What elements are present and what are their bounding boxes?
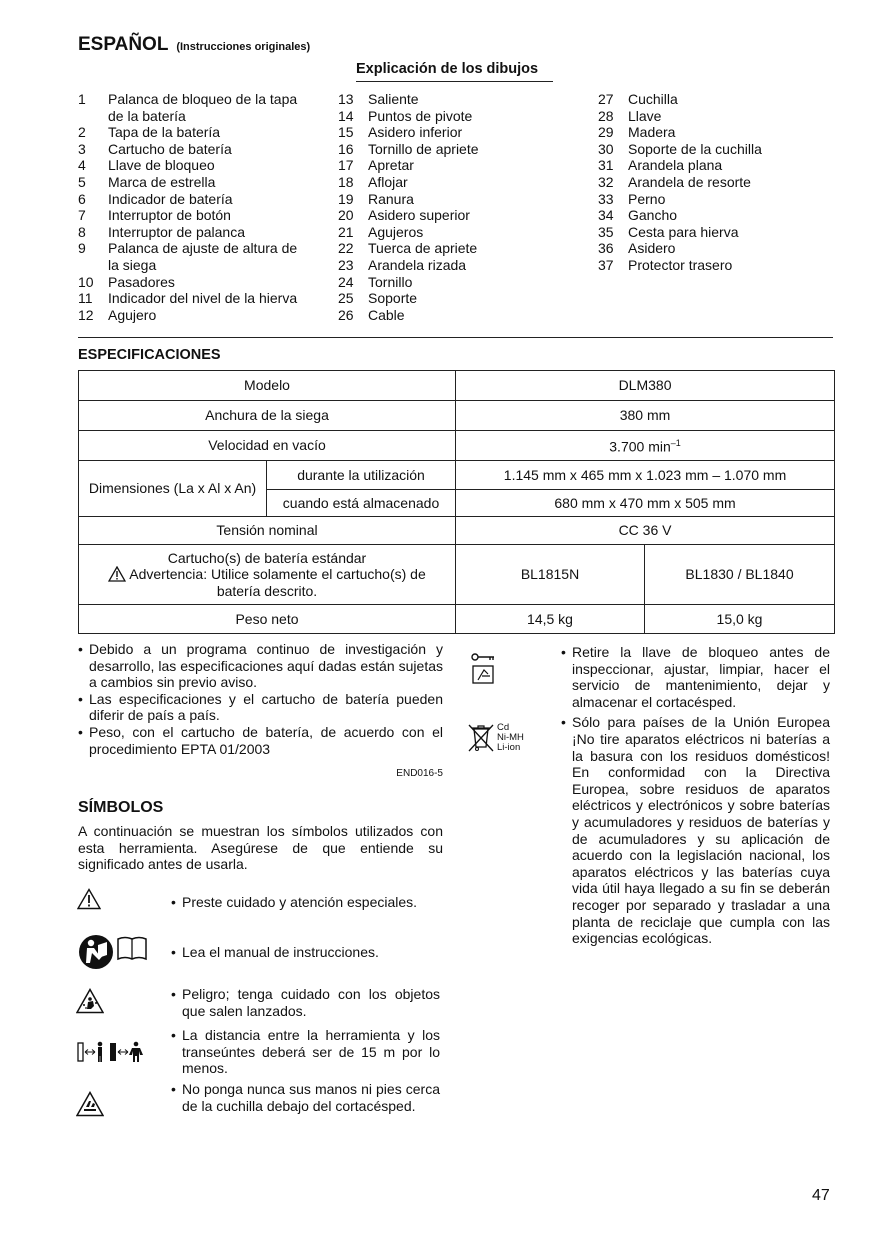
legend-item	[78, 307, 310, 324]
spec-row-battery	[79, 545, 835, 605]
spec-value: DLM380	[456, 371, 835, 401]
legend-column-1	[78, 91, 310, 323]
spec-label: Modelo	[79, 371, 456, 401]
legend-number: 13	[338, 91, 354, 107]
bin-label-nimh: Ni-MH	[497, 732, 524, 743]
spec-value: 14,5 kg	[456, 605, 645, 634]
legend-number: 18	[338, 173, 354, 190]
legend-number: 2	[78, 124, 86, 141]
legend-item	[338, 124, 578, 141]
legend-text: Indicador de batería	[108, 190, 233, 207]
legend-item	[78, 124, 310, 141]
legend-text: Cable	[368, 306, 405, 323]
symbol-item: • Sólo para países de la Unión Europea ¡No tire aparatos eléctricos ni baterías a la basura con los residuos domésticos! En conformidad con la Directiva Europea, sobre residuos de aparatos eléctricos y electrónicos y sobre baterías y acumuladores y residuos de baterías y de acumuladores y su aplicación de acuerdo con la legislación nacional, los aparatos eléctricos y las baterías cuya vida útil haya llegado a su fin se deberán recoger por separado y trasladar a una planta de reciclaje que cumpla con las exigencias ecológicas.	[561, 714, 830, 947]
legend-text: Palanca de bloqueo de la tapa de la batería	[108, 91, 298, 124]
legend-number: 6	[78, 190, 86, 207]
legend-text: Arandela de resorte	[628, 173, 751, 190]
legend-number: 3	[78, 140, 86, 157]
spec-sublabel: cuando está almacenado	[267, 490, 456, 517]
warning-icon	[108, 566, 126, 582]
legend-text: Arandela plana	[628, 157, 723, 174]
bystander-distance-icon	[77, 1040, 147, 1064]
legend-number: 37	[598, 256, 614, 273]
legend-number: 1	[78, 91, 86, 107]
spec-value: 15,0 kg	[645, 605, 835, 634]
legend-item	[598, 91, 838, 108]
legend-number: 31	[598, 157, 614, 174]
spec-label: Dimensiones (La x Al x An)	[79, 461, 267, 517]
no-load-value: 3.700 min	[609, 439, 671, 456]
legend-item	[338, 307, 578, 324]
specification-notes	[78, 641, 443, 757]
legend-text: Aflojar	[368, 173, 408, 190]
legend-item	[78, 174, 310, 191]
legend-text: Llave de bloqueo	[108, 157, 215, 174]
thrown-objects-icon	[76, 988, 104, 1014]
legend-number: 36	[598, 240, 614, 257]
legend-number: 32	[598, 173, 614, 190]
legend-text: Indicador del nivel de la hierva	[108, 290, 298, 307]
legend-text: Soporte de la cuchilla	[628, 140, 762, 157]
legend-text: Marca de estrella	[108, 173, 216, 190]
legend-number: 19	[338, 190, 354, 207]
read-manual-icon	[78, 933, 148, 971]
legend-text: Palanca de ajuste de altura de la siega	[108, 240, 298, 273]
section-divider	[78, 337, 833, 338]
note-item: • Las especificaciones y el cartucho de batería pueden diferir de país a país.	[78, 690, 443, 724]
legend-number: 30	[598, 140, 614, 157]
legend-number: 14	[338, 107, 354, 124]
spec-row-cut-width	[79, 401, 835, 431]
spec-row-model	[79, 371, 835, 401]
specifications-title: ESPECIFICACIONES	[78, 347, 221, 363]
blade-hand-foot-icon	[76, 1091, 104, 1117]
legend-text: Arandela rizada	[368, 256, 467, 273]
symbol-item: • Lea el manual de instrucciones.	[171, 944, 379, 960]
legend-text: Puntos de pivote	[368, 107, 473, 124]
symbols-title: SÍMBOLOS	[78, 799, 164, 816]
legend-item	[338, 240, 578, 257]
symbol-item: • Preste cuidado y atención especiales.	[171, 894, 418, 910]
legend-number: 7	[78, 207, 86, 224]
spec-value: 380 mm	[456, 401, 835, 431]
spec-value: 1.145 mm x 465 mm x 1.023 mm – 1.070 mm	[456, 461, 835, 490]
spec-row-weight	[79, 605, 835, 634]
legend-text: Agujeros	[368, 223, 424, 240]
legend-text: Saliente	[368, 91, 419, 107]
legend-item	[78, 224, 310, 241]
legend-item	[78, 157, 310, 174]
legend-number: 21	[338, 223, 354, 240]
legend-text: Llave	[628, 107, 662, 124]
legend-text: Pasadores	[108, 273, 175, 290]
spec-label: Velocidad en vacío	[79, 431, 456, 461]
legend-text: Agujero	[108, 306, 157, 323]
note-item: • Debido a un programa continuo de investigación y desarrollo, las especificaciones aquí dadas están sujetas a cambios sin previo aviso.	[78, 641, 443, 691]
legend-number: 24	[338, 273, 354, 290]
legend-item	[338, 224, 578, 241]
legend-item	[598, 240, 838, 257]
legend-item	[598, 224, 838, 241]
legend-item	[598, 191, 838, 208]
symbols-intro: A continuación se muestran los símbolos utilizados con esta herramienta. Asegúrese de que entiende su significado antes de usarla.	[78, 823, 443, 873]
legend-item	[78, 240, 310, 273]
legend-number: 5	[78, 173, 86, 190]
legend-text: Cesta para hierva	[628, 223, 739, 240]
legend-item	[338, 141, 578, 158]
legend-number: 10	[78, 273, 94, 290]
spec-label: Tensión nominal	[79, 517, 456, 545]
legend-number: 20	[338, 207, 354, 224]
legend-number: 9	[78, 240, 86, 257]
legend-item	[338, 207, 578, 224]
legend-text: Asidero	[628, 240, 676, 257]
symbol-item: • Peligro; tenga cuidado con los objetos que salen lanzados.	[171, 986, 440, 1019]
legend-item	[338, 257, 578, 274]
page-header	[78, 34, 311, 56]
legend-item	[78, 290, 310, 307]
spec-label: Peso neto	[79, 605, 456, 634]
symbol-item: • La distancia entre la herramienta y los transeúntes deberá ser de 15 m por lo menos.	[171, 1027, 440, 1077]
legend-item	[338, 157, 578, 174]
legend-number: 34	[598, 207, 614, 224]
legend-item	[338, 108, 578, 125]
document-code: END016-5	[396, 768, 443, 779]
no-load-exponent: –1	[670, 438, 681, 449]
spec-value: BL1815N	[456, 545, 645, 605]
note-item: • Peso, con el cartucho de batería, de acuerdo con el procedimiento EPTA 01/2003	[78, 723, 443, 757]
legend-text: Protector trasero	[628, 256, 733, 273]
legend-text: Madera	[628, 124, 676, 141]
legend-item	[78, 141, 310, 158]
legend-text: Tuerca de apriete	[368, 240, 478, 257]
page-number: 47	[812, 1187, 830, 1204]
legend-number: 35	[598, 223, 614, 240]
legend-item	[598, 124, 838, 141]
legend-number: 15	[338, 124, 354, 141]
spec-row-dim-use	[79, 461, 835, 490]
legend-number: 17	[338, 157, 354, 174]
legend-item	[338, 191, 578, 208]
remove-lock-key-icon	[470, 652, 498, 686]
legend-number: 28	[598, 107, 614, 124]
legend-text: Asidero inferior	[368, 124, 463, 141]
legend-number: 22	[338, 240, 354, 257]
legend-text: Tornillo de apriete	[368, 140, 479, 157]
legend-text: Apretar	[368, 157, 414, 174]
battery-warning	[83, 566, 451, 599]
spec-value: CC 36 V	[456, 517, 835, 545]
legend-text: Gancho	[628, 207, 678, 224]
spec-value: BL1830 / BL1840	[645, 545, 835, 605]
legend-number: 33	[598, 190, 614, 207]
legend-number: 4	[78, 157, 86, 174]
legend-text: Cartucho de batería	[108, 140, 232, 157]
spec-row-no-load-speed	[79, 431, 835, 461]
legend-text: Ranura	[368, 190, 414, 207]
symbol-item: • No ponga nunca sus manos ni pies cerca de la cuchilla debajo del cortacésped.	[171, 1081, 440, 1114]
bin-labels	[497, 723, 524, 753]
legend-number: 25	[338, 290, 354, 307]
battery-label-line-2: Advertencia: Utilice solamente el cartucho(s) de batería descrito.	[129, 566, 426, 599]
spec-label: Anchura de la siega	[79, 401, 456, 431]
bin-label-liion: Li-ion	[497, 742, 521, 753]
crossed-bin-icon	[466, 722, 496, 754]
language-title: ESPAÑOL	[78, 34, 169, 55]
legend-item	[78, 91, 310, 124]
legend-text: Cuchilla	[628, 91, 678, 107]
spec-value: 680 mm x 470 mm x 505 mm	[456, 490, 835, 517]
legend-number: 12	[78, 306, 94, 323]
symbol-item: • Retire la llave de bloqueo antes de inspeccionar, ajustar, limpiar, hacer el servicio de mantenimiento, dejar y almacenar el cortacésped.	[561, 644, 830, 710]
legend-text: Tornillo	[368, 273, 413, 290]
legend-number: 27	[598, 91, 614, 107]
legend-text: Soporte	[368, 290, 418, 307]
language-subtitle: (Instrucciones originales)	[176, 41, 311, 53]
legend-item	[78, 274, 310, 291]
legend-item	[338, 174, 578, 191]
legend-text: Interruptor de botón	[108, 207, 231, 224]
legend-item	[598, 207, 838, 224]
legend-item	[598, 174, 838, 191]
spec-label	[79, 545, 456, 605]
legend-item	[598, 157, 838, 174]
legend-item	[338, 91, 578, 108]
warning-triangle-icon	[77, 888, 101, 910]
legend-text: Perno	[628, 190, 666, 207]
legend-item	[598, 141, 838, 158]
legend-text: Interruptor de palanca	[108, 223, 245, 240]
spec-row-voltage	[79, 517, 835, 545]
legend-number: 29	[598, 124, 614, 141]
legend-title: Explicación de los dibujos	[356, 61, 553, 82]
legend-item	[338, 290, 578, 307]
bin-label-cd: Cd	[497, 722, 510, 733]
spec-sublabel: durante la utilización	[267, 461, 456, 490]
legend-item	[338, 274, 578, 291]
legend-column-3	[598, 91, 838, 274]
legend-number: 8	[78, 223, 86, 240]
legend-column-2	[338, 91, 578, 323]
legend-text: Asidero superior	[368, 207, 470, 224]
legend-number: 26	[338, 306, 354, 323]
battery-label-line-1: Cartucho(s) de batería estándar	[167, 549, 367, 566]
legend-text: Tapa de la batería	[108, 124, 221, 141]
right-symbol-descriptions	[561, 644, 830, 951]
legend-number: 16	[338, 140, 354, 157]
legend-number: 11	[78, 290, 93, 307]
legend-item	[598, 257, 838, 274]
legend-number: 23	[338, 256, 354, 273]
spec-value	[456, 431, 835, 461]
legend-item	[78, 191, 310, 208]
specifications-table	[78, 370, 835, 634]
legend-item	[78, 207, 310, 224]
legend-item	[598, 108, 838, 125]
